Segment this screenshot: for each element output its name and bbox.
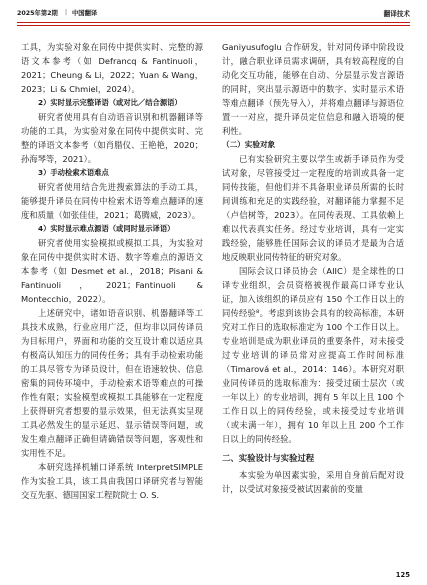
paragraph: 研究者使用实验模拟或模拟工具，为实验对象在同传中提供实时术语、数字等难点的源语文本参考（如 Desmet et al.，2018；Pisani & Fantinuoli，2021；Fantinuoli & Montecchio，2022）。 — [21, 238, 203, 304]
issue-label: 2025年第2期 — [17, 10, 58, 17]
left-column — [21, 40, 203, 560]
paragraph: 本实验为单因素实验，采用自身前后配对设计，以受试对象接受被试因素前的变量 — [222, 470, 404, 494]
paragraph: 国际会议口译员协会（AIIC）是全球性的口译专业组织，会员资格被视作最高口译专业认证，加入该组织的译员应有 150 个工作日以上的同传经验⁸。考虑到该协会具有的较高标准，本研究对工作日的选取标准定为 100 个工作日以上。专业培训是成为职业译员的重要条件，对未接受过专业培训的译员常对应提高工作时间标准（Timarová et al.，2014：146）。本研究对职业同传译员的选取标准为：接受过硕士层次（或一年以上）的专业培训，拥有 5 年以上且 100 个工作日以上的同传经验，或未接受过专业培训（或未满一年），拥有 10 年以上且 200 个工作日以上的同传经验。 — [222, 266, 404, 444]
subsection-heading: 3）手动检索术语难点 — [38, 168, 109, 177]
section-heading: （二）实验对象 — [222, 140, 276, 149]
right-column — [222, 40, 404, 560]
paragraph: 上述研究中，诸如语音识别、机器翻译等工具技术成熟，行业应用广泛，但均非以同传译员为目标用户，界面和功能的交互设计难以适应具有极高认知压力的同传任务；具有手动检索功能的工具尽管专为译员设计，但在语速较快、信息密集的同传环境中，手动检索术语等难点的可操作性有限；实验模型或模拟工具能够在一定程度上获得研究者想要的显示效果，但无法真实呈现工具必然发生的显示延迟、显示错误等问题，或发生难点翻译正确但请确错误等问题，客观性和实用性不足。 — [21, 308, 203, 458]
chapter-heading: 二、实验设计与实验过程 — [222, 453, 315, 463]
subsection-heading: 4）实时显示难点源语（或同时显示译语） — [38, 224, 175, 233]
paragraph: 研究者使用具有自动语音识别和机器翻译等功能的工具，为实验对象在同传中提供实时、完整的译语文本参考（如肖腊仪、王艳艳，2020；孙海琴等，2021）。 — [21, 112, 203, 164]
paragraph: 研究者使用结合先进搜索算法的手动工具，能够提升译员在同传中检索术语等难点翻译的速度和质量（如张佳佳，2021；葛腾威，2023）。 — [21, 182, 203, 220]
header-rule-top — [17, 22, 410, 23]
journal-name: 中国翻译 — [72, 10, 98, 17]
paragraph: 本研究选择机辅口译系统 InterpretSIMPLE 作为实验工具，该工具由我国口译研究者与智能交互先驱、德国国家工程院院士 O. S. — [21, 462, 203, 500]
paragraph-continued: 工具，为实验对象在同传中提供实时、完整的源语文本参考（如 Defrancq & Fantinuoli，2021；Cheung & Li，2022；Yuan & Wang，2023；Li & Chmiel，2024）。 — [21, 42, 203, 94]
running-header — [17, 4, 410, 20]
paragraph: 已有实验研究主要以学生或新手译员作为受试对象，尽管接受过一定程度的培训或具备一定同传技能，但他们并不具备职业译员所需的长时间训练和充足的实践经验，对翻译能力掌握不足（卢信树等，2023）。在同传表现、工具依赖上难以代表真实任务。经过专业培训，具有一定实践经验，能够胜任国际会议的译员才是最为合适地反映职业同传特征的研究对象。 — [222, 154, 404, 262]
page-number: 125 — [395, 571, 410, 579]
header-rule-bottom — [17, 25, 410, 26]
header-separator: | — [65, 9, 68, 16]
paragraph-continued: Ganiyusufoglu 合作研发，针对同传译中阶段设计，融合职业译员需求调研，具有较高程度的自动化交互功能，能够在自动、分层显示发言源语的同时，突出显示源语中的数字、实时显示术语等难点翻译（预先导入），并将难点翻译与源语位置一一对应，提升译员定位信息和融入语境的便利性。 — [222, 42, 404, 136]
subsection-heading: 2）实时显示完整译语（或对比／结合源语） — [38, 98, 182, 107]
section-name: 翻译技术 — [383, 10, 410, 18]
